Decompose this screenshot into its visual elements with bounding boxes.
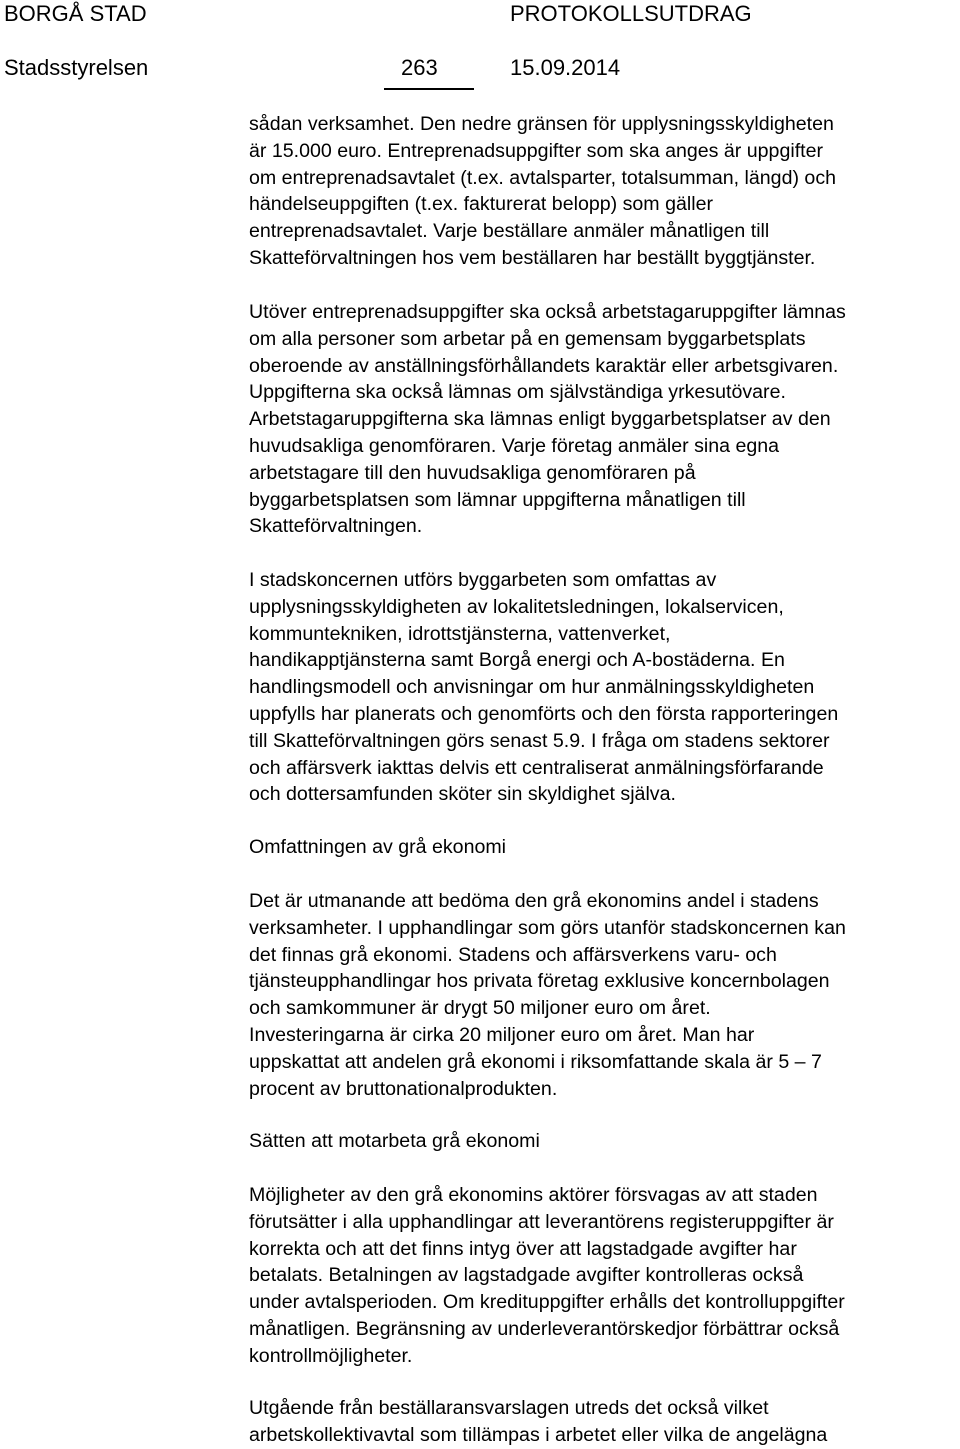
section-number: 263 [401, 55, 438, 80]
section-number-underline [384, 88, 474, 90]
section-heading: Omfattningen av grå ekonomi [249, 836, 507, 858]
organization-name: BORGÅ STAD [4, 1, 147, 26]
paragraph: I stadskoncernen utförs byggarbeten som omfattas av upplysningsskyldigheten av lokalitetsledningen, lokalservicen, kommuntekniken, idrottstjänsterna, vattenverket, handikapptjänsterna samt Borgå energi och A-bostäderna. En handlingsmodell och anvisningar om hur anmälningsskyldigheten uppfylls har planerats och genomförts och den första rapporteringen till Skatteförvaltningen görs senast 5.9. I fråga om stadens sektorer och affärsverk iakttas delvis ett centraliserat anmälningsförfarande och dottersamfunden sköter sin skyldighet själva. [249, 569, 839, 806]
paragraph: Utöver entreprenadsuppgifter ska också arbetstagaruppgifter lämnas om alla personer som arbetar på en gemensam byggarbetsplats oberoende av anställningsförhållandets karaktär eller arbetsgivaren. Uppgifterna ska också lämnas om självständiga yrkesutövare. Arbetstagaruppgifterna ska lämnas enligt byggarbetsplatser av den huvudsakliga genomföraren. Varje företag anmäler sina egna arbetstagare till den huvudsakliga genomföraren på byggarbetsplatsen som lämnar uppgifterna månatligen till Skatteförvaltningen. [249, 301, 846, 538]
paragraph: Möjligheter av den grå ekonomins aktörer försvagas av att staden förutsätter i alla upphandlingar att leverantörens registeruppgifter är korrekta och att det finns intyg över att lagstadgade avgifter har betalats. Betalningen av lagstadgade avgifter kontrolleras också under avtalsperioden. Om kredituppgifter erhålls det kontrolluppgifter månatligen. Begränsning av underleverantörskedjor förbättrar också kontrollmöjligheter. [249, 1184, 845, 1367]
paragraph: Det är utmanande att bedöma den grå ekonomins andel i stadens verksamheter. I upphandlingar som görs utanför stadskoncernen kan det finnas grå ekonomi. Stadens och affärsverkens varu- och tjänsteupphandlingar hos privata företag exklusive koncernbolagen och samkommuner är drygt 50 miljoner euro om året. Investeringarna är cirka 20 miljoner euro om året. Man har uppskattat att andelen grå ekonomi i riksomfattande skala är 5 – 7 procent av bruttonationalprodukten. [249, 890, 846, 1100]
meeting-date: 15.09.2014 [510, 55, 621, 80]
section-heading: Sätten att motarbeta grå ekonomi [249, 1130, 540, 1152]
paragraph: sådan verksamhet. Den nedre gränsen för upplysningsskyldigheten är 15.000 euro. Entreprenadsuppgifter som ska anges är uppgifter om entreprenadsavtalet (t.ex. avtalsparter, totalsumman, längd) och händelseuppgiften (t.ex. fakturerat belopp) som gäller entreprenadsavtalet. Varje beställare anmäler månatligen till Skatteförvaltningen hos vem beställaren har beställt byggtjänster. [249, 113, 837, 269]
document-type: PROTOKOLLSUTDRAG [510, 1, 752, 26]
paragraph: Utgående från beställaransvarslagen utreds det också vilket arbetskollektivavtal som tillämpas i arbetet eller vilka de angelägna [249, 1397, 828, 1446]
governing-body: Stadsstyrelsen [4, 55, 149, 80]
